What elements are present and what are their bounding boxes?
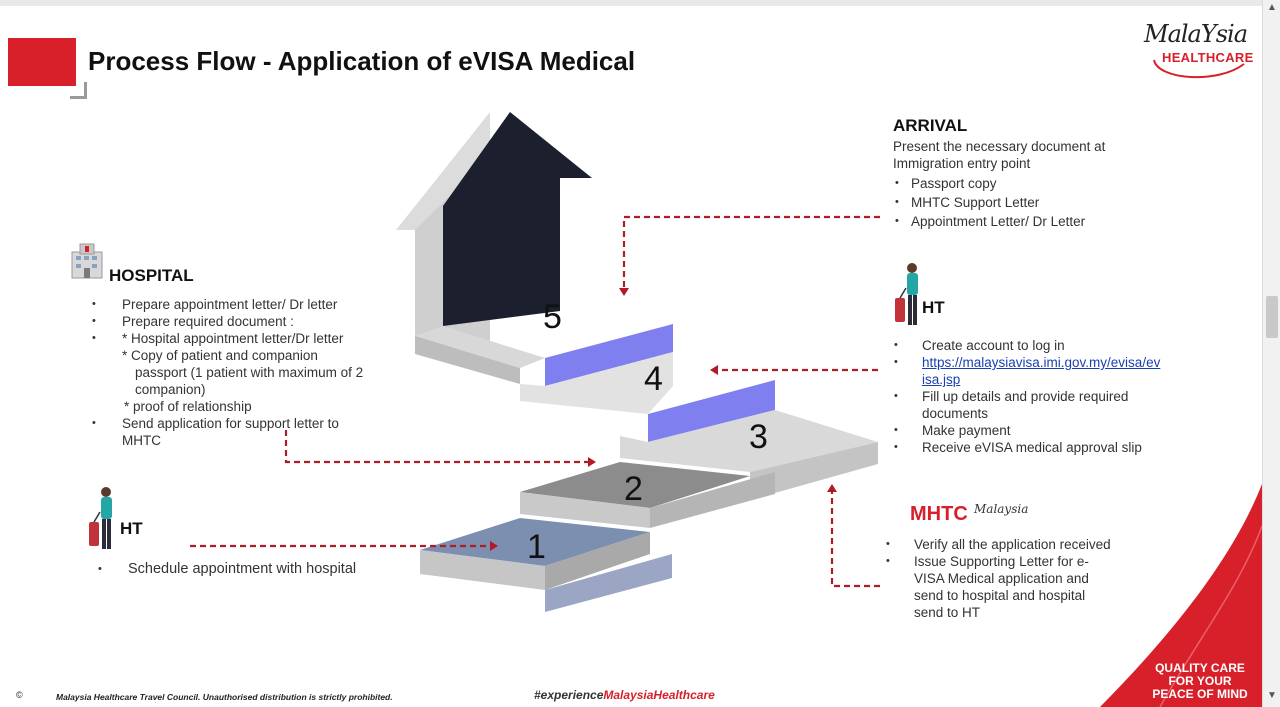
mhtc-logo: MHTC [910,503,968,525]
quality-line-1: QUALITY CARE [1155,661,1245,675]
hospital-subitem: companion) [135,382,206,397]
mhtc-item-cont: send to hospital and hospital [914,588,1086,603]
step-number-4: 4 [644,360,663,398]
arrival-block [893,138,1193,231]
arrowhead-ht-right [710,365,718,375]
evisa-link[interactable] [892,354,1192,371]
hospital-item: • Prepare required document : [90,313,390,330]
connector-mhtc [832,492,880,586]
traveller-icon [86,482,116,554]
vertical-scrollbar[interactable] [1262,0,1280,707]
ht-left-block [96,561,396,578]
arrival-intro-1: Present the necessary document at [893,139,1106,154]
mhtc-item-cont: send to HT [914,605,981,620]
mhtc-item-cont: VISA Medical application and [914,571,1089,586]
arrival-item: • Appointment Letter/ Dr Letter [893,212,1193,231]
mhtc-item: • Issue Supporting Letter for e- [884,553,1184,570]
step-number-1: 1 [527,528,546,566]
arrowhead-hospital [588,457,596,467]
mhtc-block [884,536,1184,621]
footer-hashtag [534,688,715,702]
arrowhead-arrival [619,288,629,296]
hospital-building-icon [70,242,104,280]
ht-left-heading: HT [120,519,143,538]
ht-right-item: • Fill up details and provide required [892,388,1192,405]
hospital-item: • Send application for support letter to [90,415,390,432]
footer-copyright-symbol: © [16,690,23,700]
traveller-icon [892,258,922,330]
ht-right-item: • Make payment [892,422,1192,439]
hospital-block [90,296,390,449]
scroll-thumb[interactable] [1266,296,1278,338]
page-title: Process Flow - Application of eVISA Medical [88,46,636,76]
logo-healthcare: HEALTHCARE [1162,50,1254,65]
hashtag-part-b: MalaysiaHealthcare [603,688,715,702]
step-number-2: 2 [624,470,643,508]
evisa-link-cont[interactable] [892,371,1192,388]
hospital-subitem: * proof of relationship [124,399,252,414]
quality-line-2: FOR YOUR [1168,674,1232,688]
hospital-subitem: passport (1 patient with maximum of 2 [135,365,364,380]
ht-right-heading: HT [922,298,945,317]
ht-right-item-cont: documents [922,406,989,421]
arrival-item: • MHTC Support Letter [893,193,1193,212]
step-number-5: 5 [543,298,562,336]
hospital-item: • Prepare appointment letter/ Dr letter [90,296,390,313]
arrival-item: • Passport copy [893,174,1193,193]
evisa-link-text-2[interactable]: isa.jsp [922,372,961,387]
hashtag-part-a: #experience [534,688,604,702]
evisa-link-text[interactable]: https://malaysiavisa.imi.gov.my/evisa/ev [922,355,1161,370]
arrival-heading: ARRIVAL [893,116,968,135]
scroll-up-icon[interactable]: ▲ [1267,2,1277,13]
quality-tagline [1140,662,1260,701]
connector-arrival [624,217,880,288]
step-number-3: 3 [749,418,768,456]
mhtc-logo-script: Malaysia [974,502,1029,516]
ht-right-item: • Create account to log in [892,337,1192,354]
hospital-heading: HOSPITAL [109,266,194,285]
hospital-item-cont: MHTC [122,433,161,448]
arrowhead-mhtc [827,484,837,492]
hospital-subitem: * Copy of patient and companion [122,348,318,363]
ht-left-item: • Schedule appointment with hospital [96,561,396,578]
ht-right-block [892,337,1192,456]
logo-script: MalaYsia [1144,20,1248,48]
scroll-down-icon[interactable]: ▼ [1267,690,1277,701]
ht-right-item: • Receive eVISA medical approval slip [892,439,1192,456]
hospital-item: • * Hospital appointment letter/Dr letter [90,330,390,347]
quality-line-3: PEACE OF MIND [1152,687,1248,701]
arrival-intro-2: Immigration entry point [893,156,1031,171]
footer-notice: Malaysia Healthcare Travel Council. Unauthorised distribution is strictly prohibited. [56,692,393,702]
mhtc-item: • Verify all the application received [884,536,1184,553]
slide [0,6,1262,707]
